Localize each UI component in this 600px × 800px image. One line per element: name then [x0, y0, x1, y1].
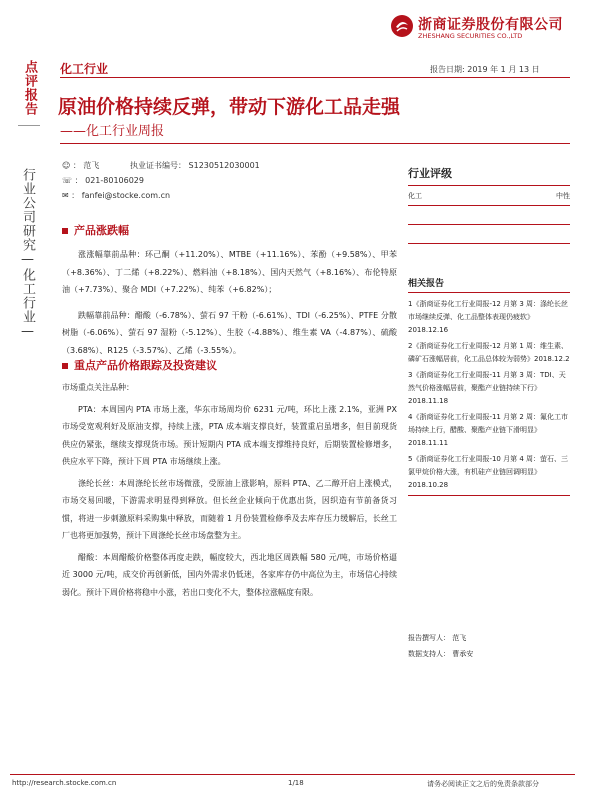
company-name-en: ZHESHANG SECURITIES CO.,LTD: [418, 32, 523, 40]
report-subtitle: ——化工行业周报: [60, 124, 165, 139]
section-key-products: [62, 357, 397, 601]
cert-number: 执业证书编号： S1230512030001: [129, 161, 260, 170]
focus-intro: 市场重点关注品种：: [62, 383, 134, 392]
section-bullet: [62, 228, 68, 234]
rise-list: 涨涨幅靠前品种：环己酮（+11.20%）、MTBE（+11.16%）、苯酚（+9.58%）、甲苯（+8.36%）、丁二烯（+8.22%）、燃料油（+8.18%）、国内天然气（+8.16%）、布伦特原油（+7.73%）、聚合 MDI（+7.22%）、纯苯（+6.82%）；: [62, 250, 397, 294]
report-writer: 报告撰写人： 范飞: [408, 634, 467, 642]
related-report-item[interactable]: 2《浙商证券化工行业周报-12 月第 1 周：维生素、磷矿石涨幅居前，化工品总体较为弱势》2018.12.2: [408, 342, 570, 363]
rating-row: [408, 186, 570, 206]
phone-icon: ☏: [62, 176, 73, 185]
polyester-paragraph: 涤纶长丝：本周涤纶长丝市场微涨，受原油上涨影响，原料 PTA、乙二醇开启上涨模式，市场交易回暖，下游需求明显得到释放。但长丝企业倾向于优惠出货，因织造有节前备货习惯，将进一步刺激原料采购集中释放，而随着 1 月份装置检修季及去库存压力缓解后，长丝工厂也将更加强势，预计下周涤纶长丝市场盘整为主。: [62, 478, 397, 540]
related-title: 相关报告: [408, 276, 570, 293]
email-row: [62, 188, 392, 203]
fall-list: 跌幅靠前品种：醋酸（-6.78%）、萤石 97 干粉（-6.61%）、TDI（-6.25%）、PTFE 分散树脂（-6.06%）、萤石 97 湿粉（-5.12%）、生胶（-4.88%）、维生素 VA（-4.87%）、硫酸（3.68%）、R125（-3.57%）、乙烯（-3.55%）。: [62, 310, 397, 355]
company-name-cn: 浙商证券股份有限公司: [418, 17, 563, 33]
header-rule: [60, 77, 570, 78]
related-report-item[interactable]: 5《浙商证券化工行业周报-10 月第 4 周：萤石、三氯甲烷价格大涨，有机硅产业链回调明显》2018.10.28: [408, 455, 569, 489]
contact-block: [62, 158, 392, 203]
report-title: 原油价格持续反弹，带动下游化工品走强: [58, 96, 401, 118]
related-report-item[interactable]: 4《浙商证券化工行业周报-11 月第 2 周：氟化工市场持续上行，醋酸、聚酯产业链下滑明显》2018.11.11: [408, 413, 569, 447]
company-logo: [390, 14, 414, 38]
rating-title: 行业评级: [408, 165, 570, 186]
section-heading-price-change: 产品涨跌幅: [62, 222, 397, 238]
rating-sector: 化工: [408, 192, 422, 200]
person-icon: ☺: [62, 161, 71, 170]
title-rule: [60, 143, 570, 144]
email-address[interactable]: ： fanfei@stocke.com.cn: [71, 191, 171, 200]
side-label-category: 行业公司研究—化工行业—: [20, 168, 35, 340]
related-report-item[interactable]: 1《浙商证券化工行业周报-12 月第 3 周：涤纶长丝市场继续反弹、化工品整体表现仍疲软》2018.12.16: [408, 300, 569, 334]
rating-line: [408, 225, 570, 244]
report-date: 报告日期: 2019 年 1 月 13 日: [430, 65, 540, 74]
phone-row: [62, 173, 392, 188]
side-label-report-type: 点评报告: [22, 60, 37, 116]
related-report-item[interactable]: 3《浙商证券化工行业周报-11 月第 3 周：TDI、天然气价格涨幅居前，聚酯产业链持续下行》2018.11.18: [408, 371, 566, 405]
phone-number: ： 021-80106029: [74, 176, 144, 185]
side-divider: [18, 125, 40, 126]
logo-icon: [390, 14, 414, 38]
section-bullet: [62, 363, 68, 369]
analyst-name: ： 范飞: [72, 161, 100, 170]
footer-rule: [10, 774, 575, 775]
footer-page: 1/18: [288, 779, 304, 787]
footer-url[interactable]: http://research.stocke.com.cn: [12, 779, 117, 787]
section-price-change: [62, 222, 397, 359]
email-icon: ✉: [62, 191, 69, 200]
rating-box: [408, 165, 570, 244]
analyst-row: [62, 158, 392, 173]
industry-tag: 化工行业: [60, 62, 109, 76]
section-heading-key-products: 重点产品价格跟踪及投资建议: [62, 357, 397, 373]
rating-line: [408, 206, 570, 225]
acetic-acid-paragraph: 醋酸：本周醋酸价格整体再度走跌，幅度较大，西北地区周跌幅 580 元/吨，市场价格逼近 3000 元/吨，成交价再创新低，国内外需求仍低迷，各家库存仍中高位为主，市场信心持续弱化。预计下周价格将稳中小涨，若出口变化不大，整体拉涨幅度有限。: [62, 552, 397, 597]
rating-value: 中性: [556, 192, 570, 200]
pta-paragraph: PTA：本周国内 PTA 市场上涨，华东市场周均价 6231 元/吨，环比上涨 2.1%，亚洲 PX 市场受宽观利好及原油支撑，持续上涨，PTA 成本端支撑良好，装置重启虽增多，但目前现货供应仍紧张，继续支撑现货市场。预计短期内 PTA 成本端支撑维持良好，后期装置检修增多，供应水平下降，预计下周 PTA 市场继续上涨。: [62, 404, 397, 466]
related-bottom-rule: [408, 495, 570, 496]
data-supporter: 数据支持人： 曹承安: [408, 650, 474, 658]
author-info: [408, 630, 570, 662]
footer-disclaimer: 请务必阅读正文之后的免责条款部分: [427, 780, 539, 788]
related-reports: [408, 276, 570, 496]
